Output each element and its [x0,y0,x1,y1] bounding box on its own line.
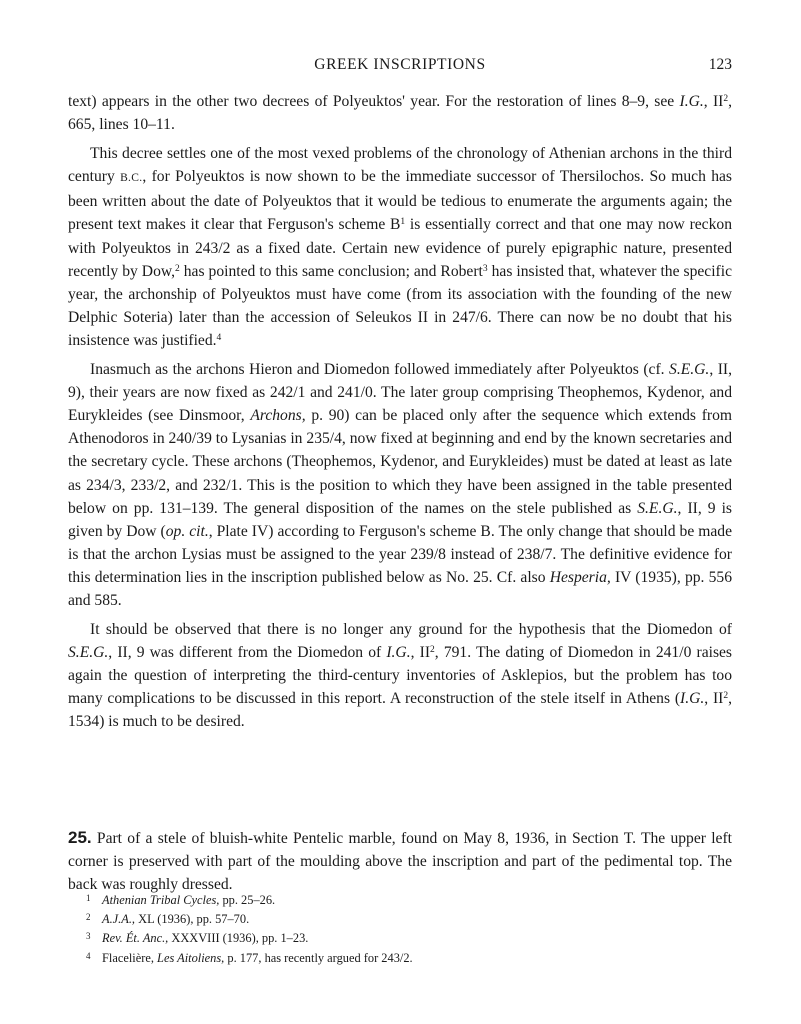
entry-number: 25. [68,828,92,847]
paragraph-archons: Inasmuch as the archons Hieron and Diomedon followed immediately after Polyeuktos (cf. S.E.G., II, 9), their years are now fixed as 242/1 and 241/0. The later group comprising Theophemos, Kydenor, and Eurykleides (see Dinsmoor, Archons, p. 90) can be placed only after the sequence which extends from Athenodoros in 240/39 to Lysanias in 235/4, now fixed at beginning and end by the known secretaries and the secretary cycle. These archons (Theophemos, Kydenor, and Eurykleides) must be dated at least as late as 234/3, 233/2, and 232/1. This is the position to which they have been assigned in the table presented below on pp. 131–139. The general disposition of the names on the stele published as S.E.G., II, 9 is given by Dow (op. cit., Plate IV) according to Ferguson's scheme B. The only change that should be made is that the archon Lysias must be assigned to the year 239/8 instead of 238/7. The definitive evidence for this determination lies in the inscription published below as No. 25. Cf. also Hesperia, IV (1935), pp. 556 and 585. [68,361,733,609]
entry-description: Part of a stele of bluish-white Pentelic marble, found on May 8, 1936, in Section T. The upper left corner is preserved with part of the moulding above the inscription and part of the pedimental top. The back was roughly dressed. [68,830,732,894]
page-header [68,56,732,78]
running-head: GREEK INSCRIPTIONS [314,56,486,73]
paragraph-chronology: This decree settles one of the most vexed problems of the chronology of Athenian archons in the third century B.C., for Polyeuktos is now shown to be the immediate successor of Thersilochos. So much has been written about the date of Polyeuktos that it would be tedious to enumerate the arguments again; the present text makes it clear that Ferguson's scheme $B^1$ is essentially correct and that one may now reckon with Polyeuktos in 243/2 as a fixed date. Certain new evidence of purely epigraphic nature, presented recently by Dow,$^2$ has pointed to this same conclusion; and Robert$^3$ has insisted that, whatever the specific year, the archonship of Polyeuktos must have come (from its association with the founding of the new Delphic Soteria) later than the accession of Seleukos II in 247/6. There can now be no doubt that his insistence was justified.$^4$ [68,145,732,349]
footnote-1: 1 Athenian Tribal Cycles, pp. 25–26. [86,893,276,907]
footnote-ref-2[interactable]: 2 [175,263,180,274]
paragraph-diomedon: It should be observed that there is no longer any ground for the hypothesis that the Diomedon of S.E.G., II, 9 was different from the Diomedon of I.G., $II^2$, 791. The dating of Diomedon in 241/0 raises again the question of interpreting the third-century inventories of Asklepios, but the problem has too many complications to be discussed in this report. A reconstruction of the stele itself in Athens (I.G., $II^2$, 1534) is much to be desired. [68,621,733,731]
footnote-2: 2 A.J.A., XL (1936), pp. 57–70. [86,912,250,927]
inscription-entry-25 [68,826,732,896]
footnotes [86,890,732,967]
page-number: 123 [708,56,732,73]
paragraph-continued: text) appears in the other two decrees of Polyeuktos' year. For the restoration of lines 8–9, see I.G., $II^2$, 665, lines 10–11. [68,93,732,134]
footnote-3: 3 Rev. Ét. Anc., XXXVIII (1936), pp. 1–23. [86,931,309,946]
footnote-ref-4[interactable]: 4 [216,332,222,343]
body-text [68,90,732,740]
footnote-4: 4 Flacelière, Les Aitoliens, p. 177, has recently argued for 243/2. [86,950,413,965]
footnote-ref-1[interactable]: 1 [400,217,406,228]
footnote-ref-3[interactable]: 3 [482,263,488,274]
